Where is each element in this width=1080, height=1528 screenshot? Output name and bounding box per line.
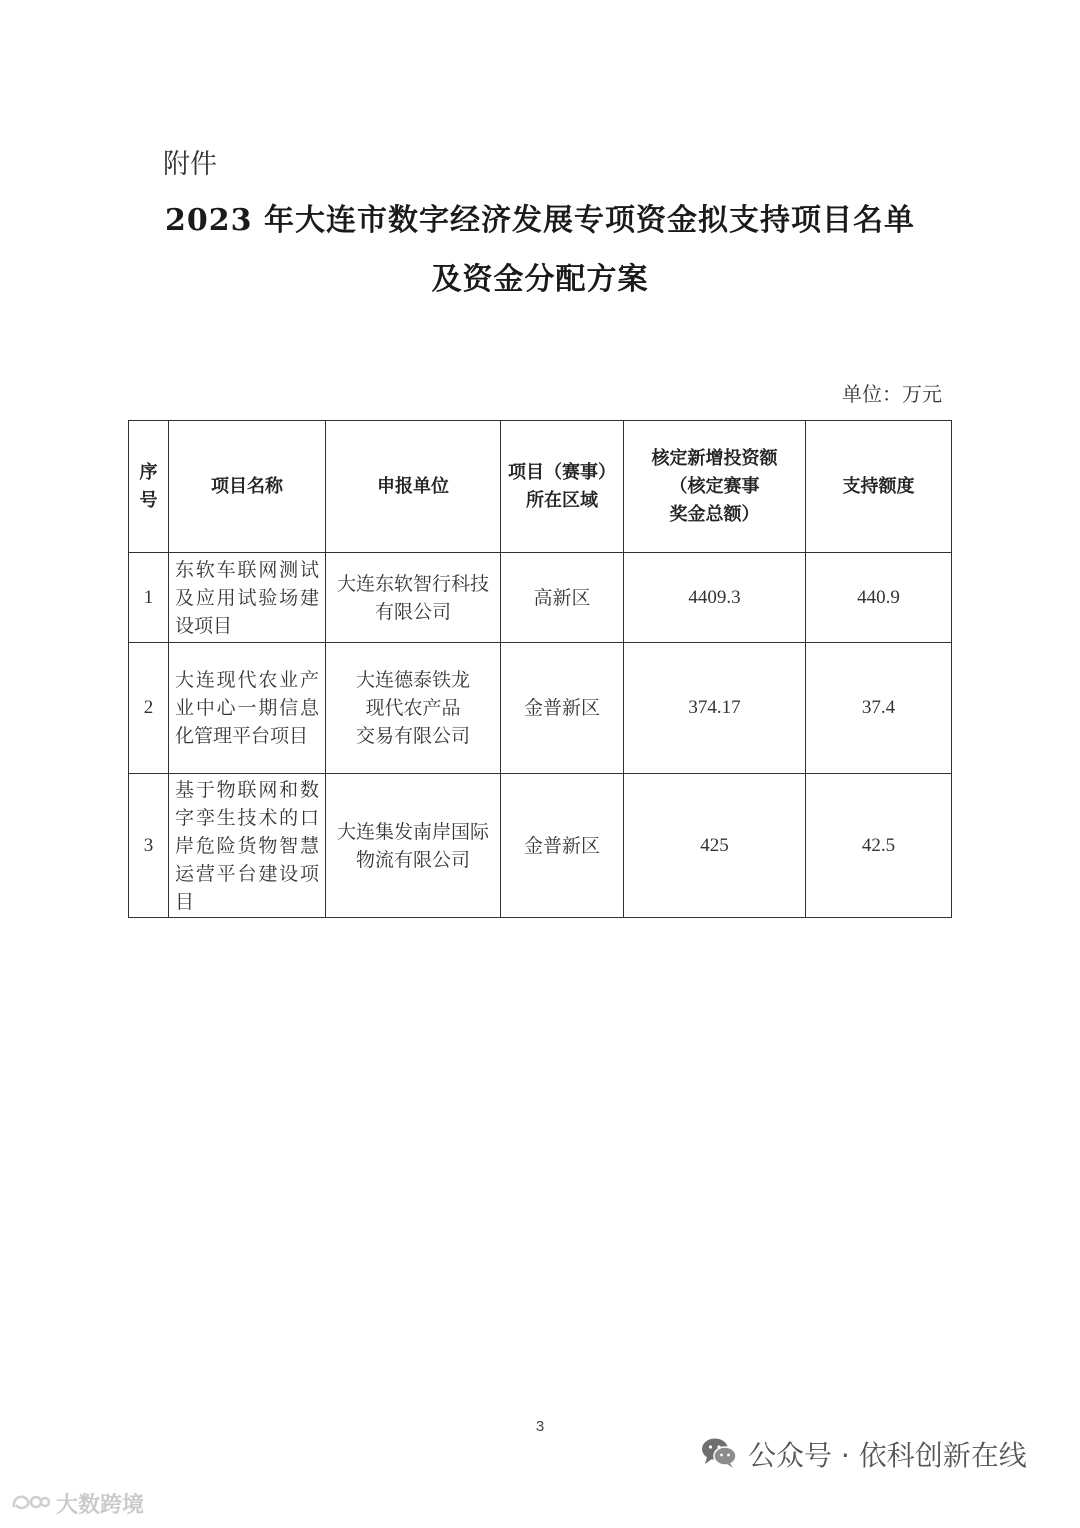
watermark-left-text: 大数跨境 — [56, 1493, 145, 1518]
header-seq: 序 号 — [129, 421, 169, 553]
header-support-amount: 支持额度 — [806, 421, 952, 553]
header-project-name: 项目名称 — [169, 421, 326, 553]
cell-support-amount: 42.5 — [806, 774, 952, 918]
cell-support-amount: 37.4 — [806, 643, 952, 774]
cell-seq: 1 — [129, 553, 169, 643]
header-investment: 核定新增投资额 （核定赛事 奖金总额） — [624, 421, 806, 553]
header-region: 项目（赛事） 所在区域 — [501, 421, 624, 553]
cell-seq: 3 — [129, 774, 169, 918]
document-title-line2: 及资金分配方案 — [431, 262, 649, 297]
attachment-label: 附件 — [163, 149, 217, 180]
cell-support-amount: 440.9 — [806, 553, 952, 643]
cell-seq: 2 — [129, 643, 169, 774]
cell-region: 高新区 — [501, 553, 624, 643]
header-applicant: 申报单位 — [326, 421, 501, 553]
cell-investment: 4409.3 — [624, 553, 806, 643]
cell-applicant: 大连集发南岸国际 物流有限公司 — [326, 774, 501, 918]
cell-project-name: 东软车联网测试及应用试验场建设项目 — [169, 553, 326, 643]
watermark-left — [10, 1488, 144, 1519]
unit-label: 单位：万元 — [842, 382, 942, 406]
cell-applicant: 大连德泰铁龙 现代农产品 交易有限公司 — [326, 643, 501, 774]
table-row — [129, 643, 952, 774]
project-table — [128, 420, 952, 918]
cell-project-name: 基于物联网和数字孪生技术的口岸危险货物智慧运营平台建设项目 — [169, 774, 326, 918]
table-header-row — [129, 421, 952, 553]
brand-logo-icon — [10, 1489, 50, 1519]
cell-region: 金普新区 — [501, 774, 624, 918]
cell-region: 金普新区 — [501, 643, 624, 774]
table-row — [129, 774, 952, 918]
cell-investment: 374.17 — [624, 643, 806, 774]
watermark-right-text: 公众号 · 依科创新在线 — [748, 1439, 1027, 1472]
wechat-icon — [700, 1435, 738, 1473]
cell-investment: 425 — [624, 774, 806, 918]
watermark-right — [700, 1434, 1027, 1474]
cell-applicant: 大连东软智行科技 有限公司 — [326, 553, 501, 643]
table-row — [129, 553, 952, 643]
page-number: 3 — [535, 1418, 545, 1435]
document-title-line1: 2023 年大连市数字经济发展专项资金拟支持项目名单 — [165, 203, 915, 238]
cell-project-name: 大连现代农业产业中心一期信息化管理平台项目 — [169, 643, 326, 774]
